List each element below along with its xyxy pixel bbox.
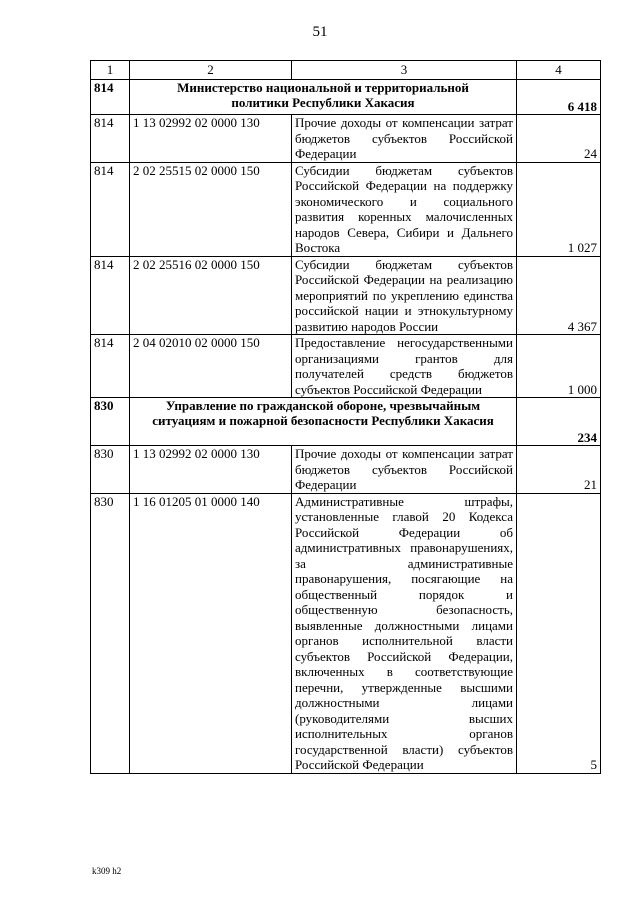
item-description: Прочие доходы от компенсации затрат бюджетов субъектов Российской Федерации (292, 115, 517, 163)
kbk-code: 1 13 02992 02 0000 130 (130, 446, 292, 494)
amount: 4 367 (517, 256, 601, 335)
admin-code: 814 (91, 162, 130, 256)
table-row (91, 335, 601, 398)
page-number: 51 (312, 24, 328, 40)
footer-code: k309 h2 (92, 866, 122, 876)
table-row (91, 256, 601, 335)
admin-code: 830 (91, 446, 130, 494)
item-description: Административные штрафы, установленные главой 20 Кодекса Российской Федерации об административных правонарушениях, за административные правонарушения, посягающие на общественный порядок и общественную безопасность, выявленные должностными лицами органов исполнительной власти субъектов Российской Федерации, включенных в соответствующие перечни, утвержденные высшими должностными лицами (руководителями высших исполнительных органов государственной власти) субъектов Российской Федерации (292, 493, 517, 773)
admin-code: 814 (91, 335, 130, 398)
column-header-2: 2 (130, 61, 292, 80)
ministry-row (91, 80, 601, 115)
admin-code: 814 (91, 256, 130, 335)
column-header-3: 3 (292, 61, 517, 80)
kbk-code: 1 13 02992 02 0000 130 (130, 115, 292, 163)
amount: 6 418 (517, 80, 601, 115)
ministry-name: Министерство национальной и территориальной политики Республики Хакасия (130, 80, 517, 115)
table-row (91, 162, 601, 256)
kbk-code: 1 16 01205 01 0000 140 (130, 493, 292, 773)
ministry-row (91, 398, 601, 446)
admin-code: 814 (91, 80, 130, 115)
column-header-1: 1 (91, 61, 130, 80)
column-header-4: 4 (517, 61, 601, 80)
item-description: Субсидии бюджетам субъектов Российской Федерации на поддержку экономического и социального развития коренных малочисленных народов Севера, Сибири и Дальнего Востока (292, 162, 517, 256)
amount: 1 027 (517, 162, 601, 256)
admin-code: 814 (91, 115, 130, 163)
amount: 5 (517, 493, 601, 773)
amount: 234 (517, 398, 601, 446)
table-row (91, 115, 601, 163)
amount: 21 (517, 446, 601, 494)
admin-code: 830 (91, 493, 130, 773)
item-description: Субсидии бюджетам субъектов Российской Федерации на реализацию мероприятий по укреплению единства российской нации и этнокультурному развитию народов России (292, 256, 517, 335)
amount: 1 000 (517, 335, 601, 398)
item-description: Прочие доходы от компенсации затрат бюджетов субъектов Российской Федерации (292, 446, 517, 494)
ministry-name: Управление по гражданской обороне, чрезвычайным ситуациям и пожарной безопасности Республики Хакасия (130, 398, 517, 446)
revenue-table (90, 60, 601, 774)
item-description: Предоставление негосударственными организациями грантов для получателей средств бюджетов субъектов Российской Федерации (292, 335, 517, 398)
kbk-code: 2 04 02010 02 0000 150 (130, 335, 292, 398)
table-header-row (91, 61, 601, 80)
table-row (91, 446, 601, 494)
table-row (91, 493, 601, 773)
kbk-code: 2 02 25516 02 0000 150 (130, 256, 292, 335)
amount: 24 (517, 115, 601, 163)
admin-code: 830 (91, 398, 130, 446)
kbk-code: 2 02 25515 02 0000 150 (130, 162, 292, 256)
